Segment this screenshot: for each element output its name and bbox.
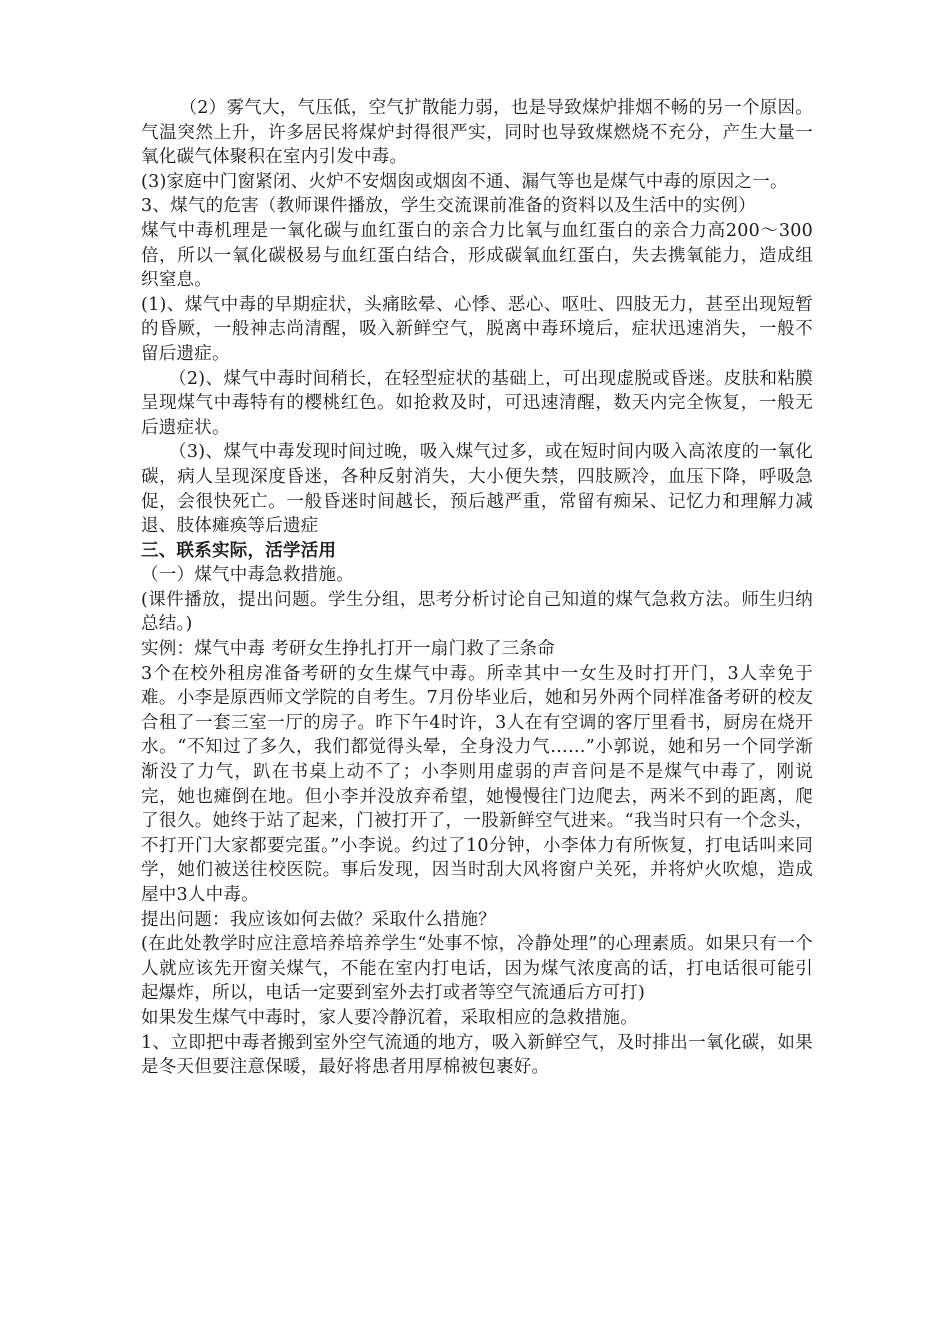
paragraph-fog-cause: （2）雾气大，气压低，空气扩散能力弱，也是导致煤炉排烟不畅的另一个原因。气温突然上升，许多居民将煤炉封得很严实，同时也导致煤燃烧不充分，产生大量一氧化碳气体聚积在室内引发中毒。 [141,98,813,168]
paragraph-stay-calm: 如果发生煤气中毒时，家人要冷静沉着，采取相应的急救措施。 [141,1007,638,1028]
paragraph-early-symptoms: (1)、煤气中毒的早期症状，头痛眩晕、心悸、恶心、呕吐、四肢无力，甚至出现短暂的昏厥，一般神志尚清醒，吸入新鲜空气，脱离中毒环境后，症状迅速消失，一般不留后遗症。 [141,294,813,364]
paragraph-severe-symptoms: （3)、煤气中毒发现时间过晚，吸入煤气过多，或在短时间内吸入高浓度的一氧化碳，病人呈现深度昏迷，各种反射消失，大小便失禁，四肢厥冷，血压下降，呼吸急促，会很快死亡。一般昏迷时间越长，预后越严重，常留有痴呆、记忆力和理解力减退、肢体瘫痪等后遗症 [141,442,813,537]
paragraph-gas-hazard-heading: 3、煤气的危害（教师课件播放，学生交流课前准备的资料以及生活中的实例） [141,196,756,217]
document-page [141,96,813,1080]
paragraph-moderate-symptoms: （2)、煤气中毒时间稍长，在轻型症状的基础上，可出现虚脱或昏迷。皮肤和粘膜呈现煤气中毒特有的樱桃红色。如抢救及时，可迅速清醒，数天内完全恢复，一般无后遗症状。 [141,368,813,438]
subsection-heading-first-aid: （一）煤气中毒急救措施。 [141,565,354,586]
paragraph-question: 提出问题：我应该如何去做？采取什么措施？ [141,909,496,930]
paragraph-poisoning-mechanism: 煤气中毒机理是一氧化碳与血红蛋白的亲合力比氧与血红蛋白的亲合力高200～300倍，所以一氧化碳极易与血红蛋白结合，形成碳氧血红蛋白，失去携氧能力，造成组织窒息。 [141,220,813,291]
paragraph-example-story: 3个在校外租房准备考研的女生煤气中毒。所幸其中一女生及时打开门，3人幸免于难。小李是原西师文学院的自考生。7月份毕业后，她和另外两个同样准备考研的校友合租了一套三室一厅的房子。昨下午4时许，3人在有空调的客厅里看书，厨房在烧开水。“不知过了多久，我们都觉得头晕，全身没力气……”小郭说，她和另一个同学渐渐没了力气，趴在书桌上动不了；小李则用虚弱的声音问是不是煤气中毒了，刚说完，她也瘫倒在地。但小李并没放弃希望，她慢慢往门边爬去，两米不到的距离，爬了很久。她终于站了起来，门被打开了，一股新鲜空气进来。“我当时只有一个念头，不打开门大家都要完蛋。”小李说。约过了10分钟，小李体力有所恢复，打电话叫来同学，她们被送往校医院。事后发现，因当时刮大风将窗户关死，并将炉火吹熄，造成屋中3人中毒。 [141,663,813,905]
paragraph-teaching-note: (在此处教学时应注意培养培养学生“处事不惊，冷静处理”的心理素质。如果只有一个人就应该先开窗关煤气，不能在室内打电话，因为煤气浓度高的话，打电话很可能引起爆炸，所以，电话一定要到室外去打或者等空气流通后方可打) [141,934,813,1004]
paragraph-closed-windows-cause: (3)家庭中门窗紧闭、火炉不安烟囱或烟囱不通、漏气等也是煤气中毒的原因之一。 [141,171,788,192]
paragraph-step-one: 1、立即把中毒者搬到室外空气流通的地方，吸入新鲜空气，及时排出一氧化碳，如果是冬天但要注意保暖，最好将患者用厚棉被包裹好。 [141,1032,813,1078]
paragraph-courseware-note: (课件播放，提出问题。学生分组，思考分析讨论自己知道的煤气急救方法。师生归纳总结。) [141,589,813,635]
paragraph-example-title: 实例：煤气中毒 考研女生挣扎打开一扇门救了三条命 [141,639,556,660]
section-heading-practice: 三、联系实际，活学活用 [141,540,337,561]
